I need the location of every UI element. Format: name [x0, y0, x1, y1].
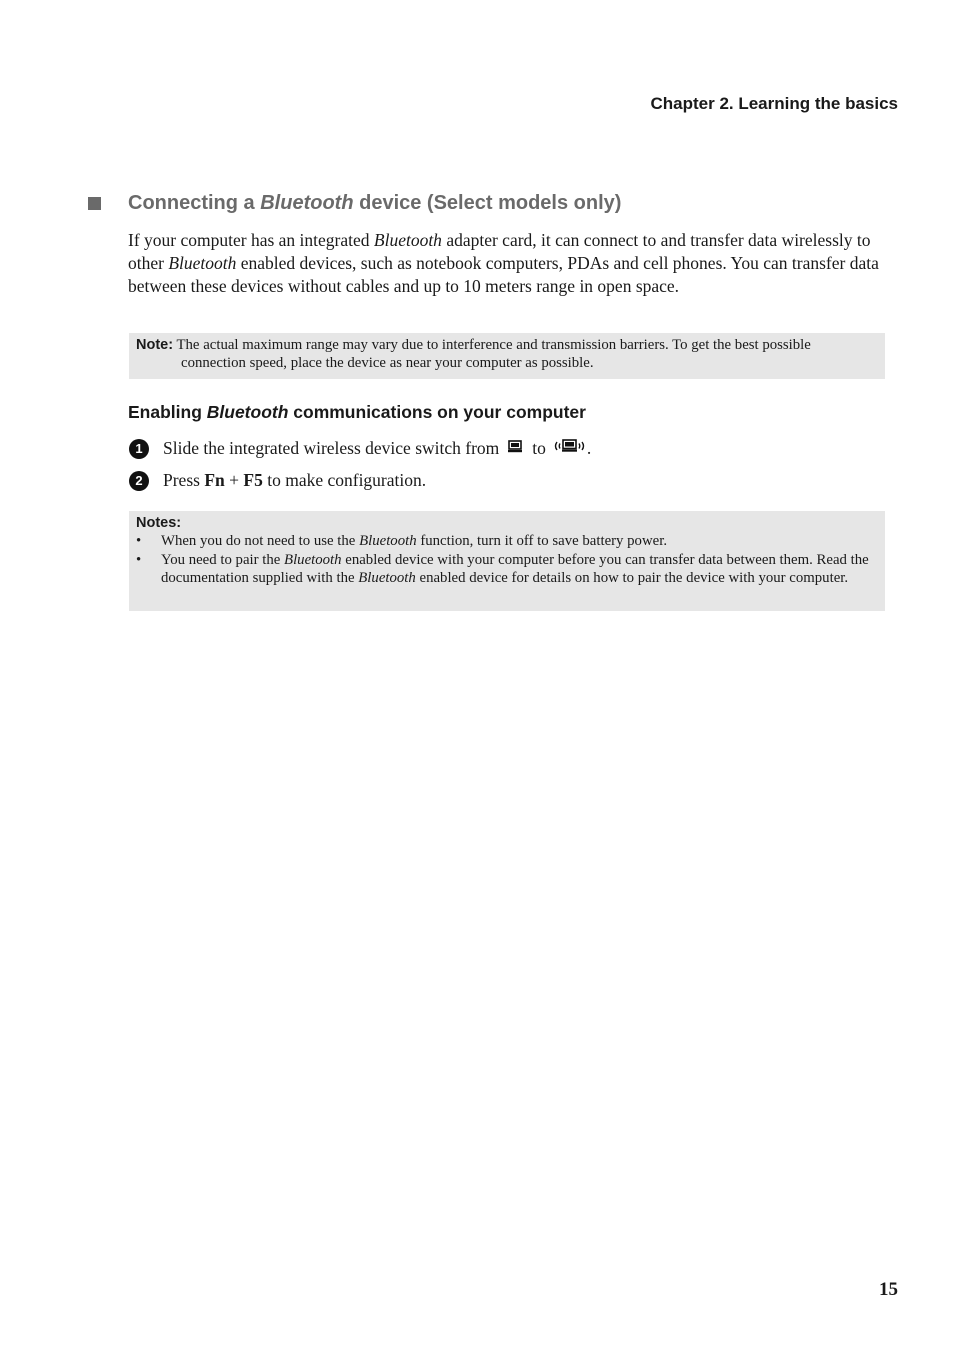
intro-text-2: adapter card, it can connect to and transfer data wirelessly to other — [128, 230, 871, 273]
step-1 — [129, 438, 591, 459]
section-title — [88, 192, 621, 215]
square-bullet-icon — [88, 197, 101, 210]
note-text: The actual maximum range may vary due to interference and transmission barriers. To get the best possible connection speed, place the device as near your computer as possible. — [173, 337, 811, 371]
note-item-1-text-1: When you do not need to use the — [161, 533, 360, 550]
step-1-text-before: Slide the integrated wireless device switch from — [163, 438, 500, 458]
notes-label: Notes: — [136, 515, 182, 531]
note-item-2-italic-1: Bluetooth — [284, 551, 342, 568]
step-1-text-middle: to — [532, 438, 546, 458]
note-label: Note: — [136, 337, 174, 353]
wireless-on-icon — [553, 438, 587, 459]
list-item — [136, 551, 878, 588]
note-item-2-italic-2: Bluetooth — [358, 569, 416, 586]
intro-text-1: If your computer has an integrated — [128, 230, 374, 250]
bullet: • — [136, 551, 142, 568]
section-title-suffix: device (Select models only) — [353, 192, 622, 214]
step-2-plus: + — [224, 470, 244, 490]
step-2-text-after: to make configuration. — [262, 470, 427, 490]
note-item-1-italic: Bluetooth — [359, 533, 417, 550]
note-item-2-text-1: You need to pair the — [161, 551, 285, 568]
note-box — [129, 333, 885, 379]
intro-text-3: enabled devices, such as notebook computers, PDAs and cell phones. You can transfer data between these devices without cables and up to 10 meters range in open space. — [128, 253, 879, 296]
bullet: • — [136, 533, 142, 550]
subheading-suffix: communications on your computer — [288, 402, 586, 422]
step-2 — [129, 470, 426, 491]
note-item-2-text-3: enabled device for details on how to pair the device with your computer. — [415, 569, 849, 586]
subheading-italic: Bluetooth — [206, 402, 289, 422]
chapter-header: Chapter 2. Learning the basics — [650, 94, 898, 113]
step-number-2: 2 — [129, 471, 149, 491]
step-2-text — [163, 470, 426, 491]
subheading-prefix: Enabling — [128, 402, 207, 422]
key-fn: Fn — [204, 470, 225, 490]
key-f5: F5 — [243, 470, 263, 490]
intro-italic-1: Bluetooth — [373, 230, 442, 250]
note-item-2-text-2: enabled device with your computer before you can transfer data between them. Read the documentation supplied with the — [161, 551, 869, 586]
section-title-prefix: Connecting a — [128, 192, 261, 214]
list-item — [136, 532, 878, 550]
wireless-off-icon — [507, 438, 523, 459]
step-number-1: 1 — [129, 439, 149, 459]
step-1-text-after: . — [586, 438, 592, 458]
intro-paragraph — [128, 229, 898, 298]
intro-italic-2: Bluetooth — [168, 253, 237, 273]
note-item-1-text-2: function, turn it off to save battery power. — [416, 533, 668, 550]
section-title-italic: Bluetooth — [260, 192, 354, 214]
notes-box — [129, 511, 885, 611]
subheading — [128, 402, 586, 423]
notes-list — [136, 532, 878, 587]
step-2-text-before: Press — [163, 470, 205, 490]
page-number: 15 — [879, 1279, 898, 1300]
